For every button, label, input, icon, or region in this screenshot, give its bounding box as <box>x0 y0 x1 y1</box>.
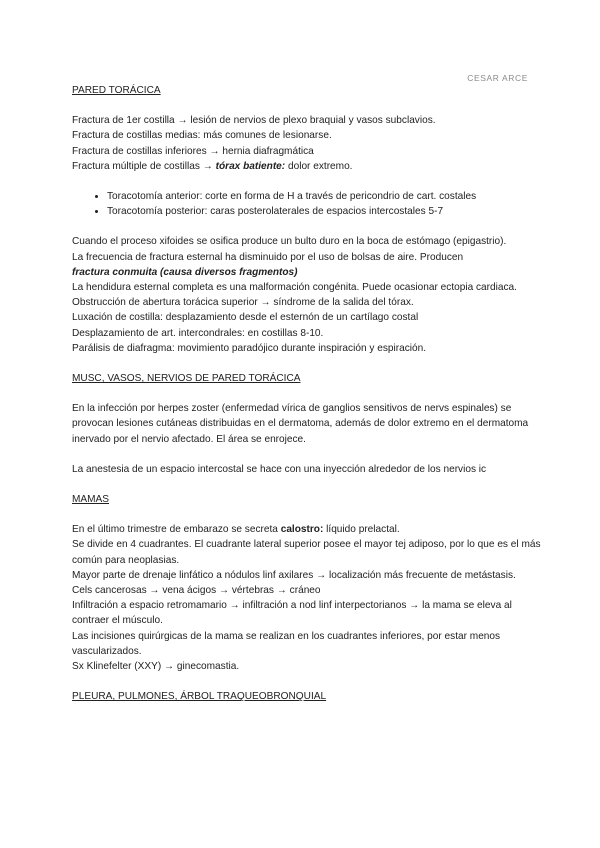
paragraph: Se divide en 4 cuadrantes. El cuadrante lateral superior posee el mayor tej adiposo, por lo que es el más común para neoplasias. <box>72 539 541 566</box>
paragraph: La frecuencia de fractura esternal ha disminuido por el uso de bolsas de aire. Producen <box>72 251 464 263</box>
paragraph: Cels cancerosas → vena ácigos → vértebras → cráneo <box>72 585 321 597</box>
bullet-list <box>72 189 542 219</box>
text-run: Fractura múltiple de costillas → <box>72 160 216 172</box>
paragraph: La hendidura esternal completa es una malformación congénita. Puede ocasionar ectopia cardiaca. <box>72 282 517 294</box>
paragraph: Desplazamiento de art. intercondrales: en costillas 8-10. <box>72 327 324 339</box>
author-name: CESAR ARCE <box>467 73 528 83</box>
paragraph: Fractura de 1er costilla → lesión de nervios de plexo braquial y vasos subclavios. <box>72 115 436 127</box>
heading-pleura-pulmones: PLEURA, PULMONES, ÁRBOL TRAQUEOBRONQUIAL <box>72 691 327 703</box>
paragraph: Cuando el proceso xifoides se osifica produce un bulto duro en la boca de estómago (epigastrio). <box>72 236 507 248</box>
paragraph: Sx Klinefelter (XXY) → ginecomastia. <box>72 661 240 673</box>
paragraph: Las incisiones quirúrgicas de la mama se realizan en los cuadrantes inferiores, por estar menos vascularizados. <box>72 630 501 657</box>
bold-term: fractura conmuita (causa diversos fragmentos) <box>72 266 298 278</box>
paragraph <box>72 522 542 537</box>
text-run: líquido prelactal. <box>323 524 400 536</box>
list-item: • Toracotomía anterior: corte en forma de H a través de pericondrio de cart. costales <box>107 189 542 204</box>
paragraph <box>72 265 542 280</box>
bold-term: tórax batiente: <box>215 160 286 172</box>
document-body <box>72 83 542 705</box>
paragraph: Fractura de costillas medias: más comunes de lesionarse. <box>72 130 332 142</box>
paragraph: Fractura de costillas inferiores → hernia diafragmática <box>72 145 314 157</box>
paragraph: Obstrucción de abertura torácica superior → síndrome de la salida del tórax. <box>72 297 414 309</box>
paragraph <box>72 159 542 174</box>
paragraph: La anestesia de un espacio intercostal se hace con una inyección alrededor de los nervios ic <box>72 463 487 475</box>
paragraph: Mayor parte de drenaje linfático a nódulos linf axilares → localización más frecuente de metástasis. <box>72 569 516 581</box>
heading-musc-vasos-nervios: MUSC, VASOS, NERVIOS DE PARED TORÁCICA <box>72 373 301 385</box>
paragraph: En la infección por herpes zoster (enfermedad vírica de ganglios sensitivos de nervs espinales) se provocan lesiones cutáneas distribuidas en el dermatoma, además de dolor extremo en el dermatoma inervado por el nervio afectado. El área se enrojece. <box>72 403 529 445</box>
heading-mamas: MAMAS <box>72 494 110 506</box>
bold-term: calostro: <box>280 524 324 536</box>
list-item: • Toracotomía posterior: caras posterolaterales de espacios intercostales 5-7 <box>107 204 542 219</box>
text-run: En el último trimestre de embarazo se secreta <box>72 524 281 536</box>
paragraph: Luxación de costilla: desplazamiento desde el esternón de un cartílago costal <box>72 312 419 324</box>
text-run: dolor extremo. <box>285 160 353 172</box>
heading-pared-toracica: PARED TORÁCICA <box>72 85 161 96</box>
paragraph: Parálisis de diafragma: movimiento paradójico durante inspiración y espiración. <box>72 342 427 354</box>
paragraph: Infiltración a espacio retromamario → infiltración a nod linf interpectorianos → la mama se eleva al contraer el músculo. <box>72 600 512 627</box>
